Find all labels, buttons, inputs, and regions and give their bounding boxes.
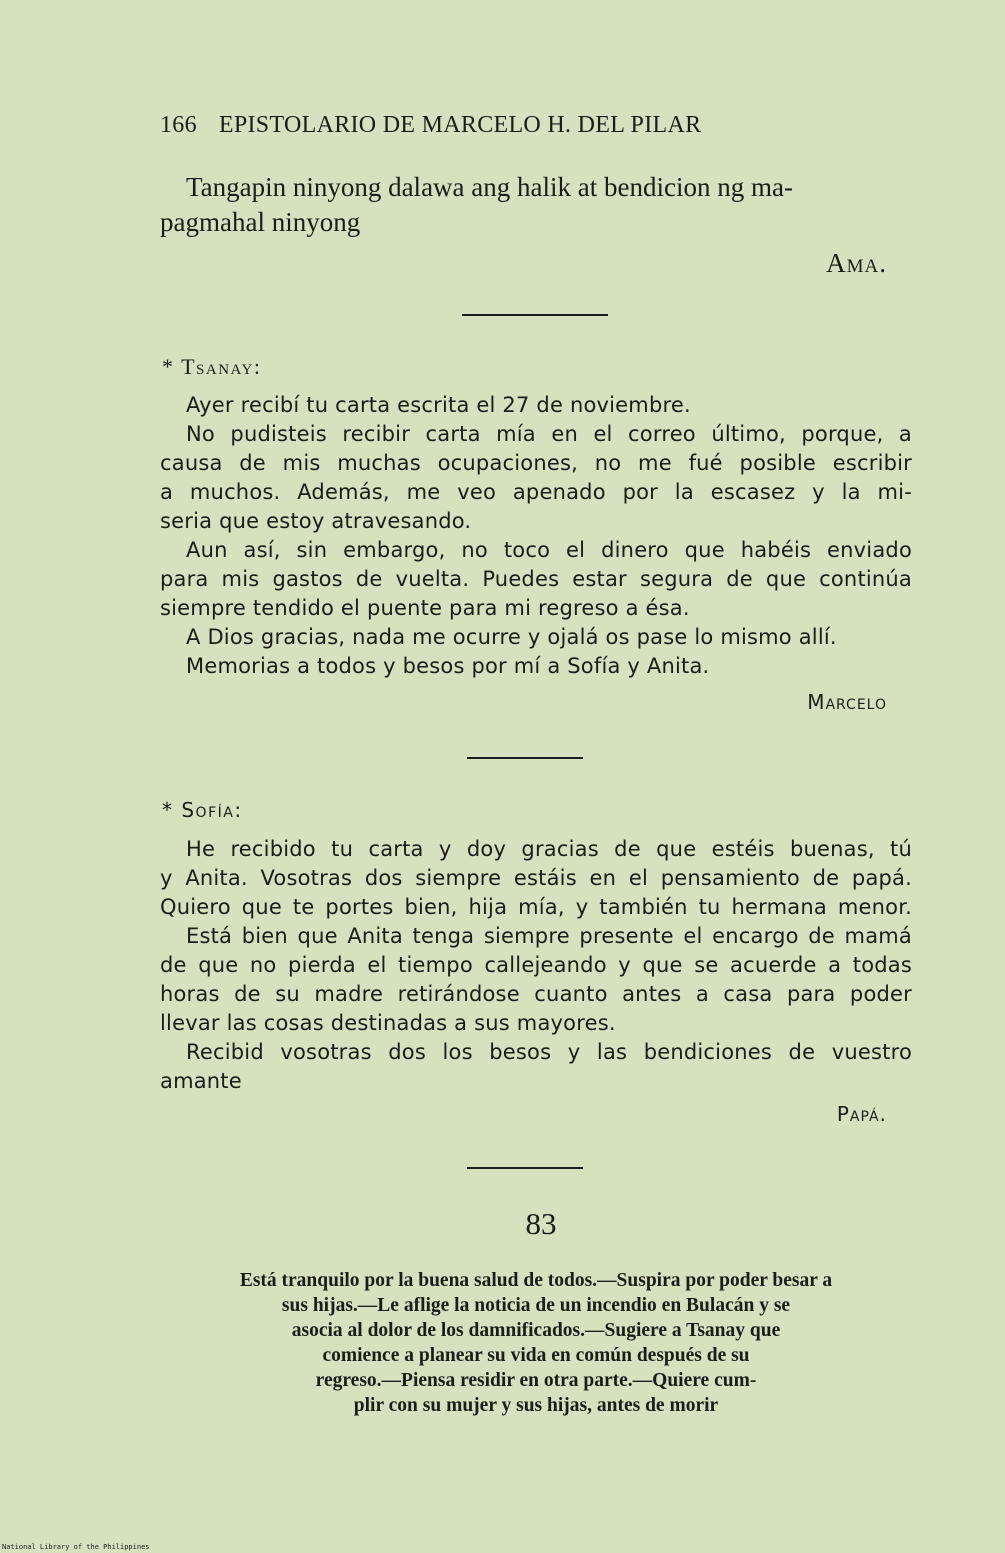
text-line: para mis gastos de vuelta. Puedes estar segura de que continúa xyxy=(160,567,912,591)
addressee-tsanay: * Tsanay: xyxy=(162,354,262,379)
summary-line: asocia al dolor de los damnificados.—Sugiere a Tsanay que xyxy=(291,1320,781,1341)
text-line: Está bien que Anita tenga siempre presente el encargo de mamá xyxy=(186,924,912,948)
text-line: de que no pierda el tiempo callejeando y que se acuerde a todas xyxy=(160,953,912,977)
running-header xyxy=(160,112,920,139)
text-line: Quiero que te portes bien, hija mía, y también tu hermana menor. xyxy=(160,895,912,919)
text-line: Aun así, sin embargo, no toco el dinero que habéis enviado xyxy=(186,538,912,562)
text-line: amante xyxy=(160,1069,242,1093)
summary-line: regreso.—Piensa residir en otra parte.—Quiere cum- xyxy=(315,1370,757,1391)
text-line: seria que estoy atravesando. xyxy=(160,509,472,533)
library-credit: National Library of the Philippines xyxy=(2,1543,150,1551)
text-line: No pudisteis recibir carta mía en el correo último, porque, a xyxy=(186,422,912,446)
signature-marcelo: Marcelo xyxy=(807,690,887,714)
section-divider xyxy=(467,757,583,759)
text-line: Recibid vosotras dos los besos y las bendiciones de vuestro xyxy=(186,1040,912,1064)
summary-line: plir con su mujer y sus hijas, antes de morir xyxy=(353,1395,719,1416)
summary-line: Está tranquilo por la buena salud de todos.—Suspira por poder besar a xyxy=(239,1270,833,1291)
paragraph xyxy=(160,835,912,922)
closing-line: pagmahal ninyong xyxy=(160,207,361,237)
summary-line: sus hijas.—Le aflige la noticia de un incendio en Bulacán y se xyxy=(281,1295,791,1316)
letter-number: 83 xyxy=(525,1206,557,1241)
text-line: He recibido tu carta y doy gracias de que estéis buenas, tú xyxy=(186,837,912,861)
text-line: a muchos. Además, me veo apenado por la escasez y la mi- xyxy=(160,480,912,504)
letter-tsanay-body xyxy=(160,391,912,681)
text-line: horas de su madre retirándose cuanto antes a casa para poder xyxy=(160,982,912,1006)
text-line: causa de mis muchas ocupaciones, no me fué posible escribir xyxy=(160,451,912,475)
summary-line: comience a planear su vida en común después de su xyxy=(322,1345,750,1366)
letter-summary xyxy=(158,1268,914,1418)
previous-letter-closing xyxy=(160,170,912,240)
text-line: siempre tendido el puente para mi regreso a ésa. xyxy=(160,596,690,620)
paragraph xyxy=(160,391,912,420)
closing-line: Tangapin ninyong dalawa ang halik at bendicion ng ma- xyxy=(186,172,793,202)
text-line: llevar las cosas destinadas a sus mayores. xyxy=(160,1011,616,1035)
addressee-sofia: * Sofía: xyxy=(162,798,243,822)
running-title: EPISTOLARIO DE MARCELO H. DEL PILAR xyxy=(218,112,702,138)
text-line: y Anita. Vosotras dos siempre estáis en el pensamiento de papá. xyxy=(160,866,912,890)
paragraph xyxy=(160,922,912,1038)
paragraph xyxy=(160,652,912,681)
signature-ama: Ama. xyxy=(826,248,887,278)
text-line: Memorias a todos y besos por mí a Sofía y Anita. xyxy=(186,654,710,678)
paragraph xyxy=(160,420,912,536)
signature-papa: Papá. xyxy=(836,1102,887,1126)
letter-sofia-body xyxy=(160,835,912,1096)
page-number: 166 xyxy=(160,112,197,138)
text-line: Ayer recibí tu carta escrita el 27 de noviembre. xyxy=(186,393,691,417)
paragraph xyxy=(160,536,912,623)
text-line: A Dios gracias, nada me ocurre y ojalá os pase lo mismo allí. xyxy=(186,625,837,649)
section-divider xyxy=(462,314,608,316)
paragraph xyxy=(160,1038,912,1096)
paragraph xyxy=(160,623,912,652)
section-divider xyxy=(467,1167,583,1169)
